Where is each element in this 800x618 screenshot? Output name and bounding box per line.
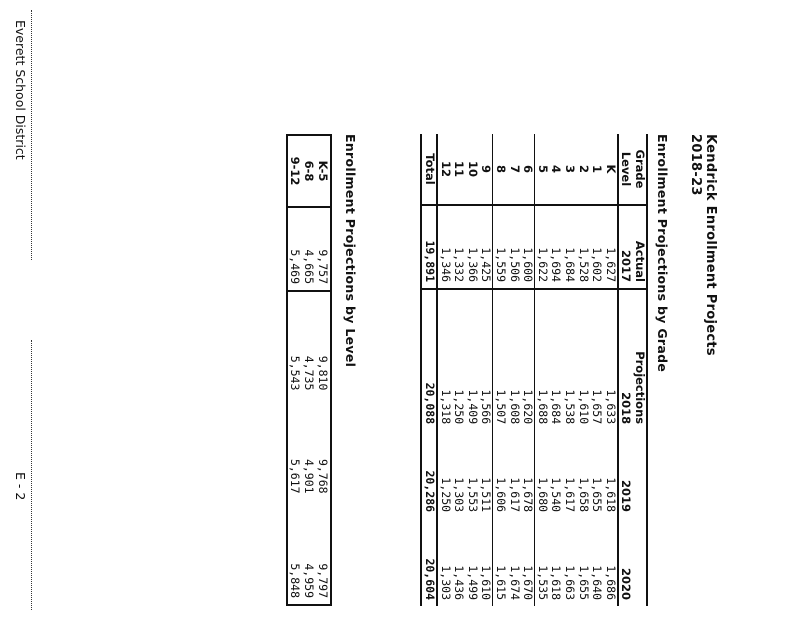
header-2019 xyxy=(618,430,647,518)
projection-2018-cell: 1,608 xyxy=(507,389,522,425)
total-2019-cell: 20,286 xyxy=(422,430,438,518)
projection-2020-cell: 1,655 xyxy=(576,565,591,600)
projection-2018-cell: 1,633 xyxy=(603,389,618,425)
projection-2019-cell: 1,303 xyxy=(452,477,467,513)
projection-2019-cell: 1,658 xyxy=(576,477,591,513)
actual-cell: 1,425 xyxy=(479,205,493,289)
projection-2020-cell: 1,674 xyxy=(507,565,522,600)
projection-2019-cell: 1,606 xyxy=(494,477,509,513)
projection-2019-cell: 1,250 xyxy=(438,477,453,513)
total-actual-cell: 19,891 xyxy=(422,205,438,289)
grade-projection-table xyxy=(421,134,649,606)
document-title: Kendrick Enrollment Projects xyxy=(703,134,718,356)
projection-2020-cell: 1,436 xyxy=(452,565,467,600)
projection-2018-cell: 1,566 xyxy=(479,289,493,430)
projection-2019-cell: 1,540 xyxy=(549,477,564,513)
header-2018 xyxy=(618,289,647,430)
table-row xyxy=(493,134,507,606)
grade-cell: 6 xyxy=(521,134,535,205)
projection-2020-cell: 1,640 xyxy=(590,565,605,600)
table-row xyxy=(287,135,302,605)
table-row xyxy=(535,134,549,606)
projection-2020-cell: 1,535 xyxy=(535,565,550,600)
header-2020 xyxy=(618,518,647,606)
projection-2020-cell: 1,499 xyxy=(465,565,480,600)
level-projection-table xyxy=(286,134,332,606)
actual-cell: 1,346 xyxy=(437,205,452,289)
actual-cell: 9,757 xyxy=(316,207,331,291)
grade-cell: 10 xyxy=(465,134,479,205)
header-year-2020: 2020 xyxy=(619,567,634,600)
header-actual xyxy=(618,205,647,289)
header-grade-line2: Level xyxy=(619,151,634,187)
header-projections-label: Projections xyxy=(633,351,647,425)
grade-cell: 8 xyxy=(493,134,507,205)
document-subtitle: 2018-23 xyxy=(688,134,703,196)
grade-cell: 1 xyxy=(590,134,604,205)
table-row xyxy=(590,134,604,606)
table-row xyxy=(316,135,331,605)
grade-section-title: Enrollment Projections by Grade xyxy=(655,134,670,373)
total-label: Total xyxy=(422,134,438,205)
projection-2020-cell: 1,686 xyxy=(603,565,618,600)
projection-2020-cell: 5,848 xyxy=(288,563,302,598)
projection-2020-cell: 1,610 xyxy=(479,518,493,606)
footer-district-name: Everett School District xyxy=(13,20,28,160)
projection-2019-cell: 1,618 xyxy=(603,477,618,513)
projection-2018-cell: 9,810 xyxy=(316,355,330,391)
projection-2018-cell: 1,610 xyxy=(576,389,591,425)
table-row xyxy=(302,135,316,605)
table-row xyxy=(465,134,479,606)
footer-divider-left xyxy=(31,10,32,260)
table-row xyxy=(437,134,452,606)
footer-divider-right xyxy=(31,340,32,610)
projection-2018-cell: 1,620 xyxy=(521,289,535,430)
document-title-block xyxy=(688,134,718,356)
total-2020-cell: 20,604 xyxy=(422,518,438,606)
projection-2018-cell: 1,688 xyxy=(535,389,550,425)
header-year-2019: 2019 xyxy=(619,480,634,513)
actual-cell: 1,684 xyxy=(562,205,576,289)
header-actual-line2: 2017 xyxy=(619,249,634,282)
projection-2019-cell: 4,901 xyxy=(302,458,316,494)
table-row xyxy=(549,134,563,606)
projection-2020-cell: 9,797 xyxy=(316,563,330,598)
level-section-title: Enrollment Projections by Level xyxy=(343,134,358,368)
footer-page-number: E - 2 xyxy=(13,472,28,501)
projection-2019-cell: 1,680 xyxy=(535,477,550,513)
actual-cell: 1,559 xyxy=(493,205,507,289)
grade-cell: 2 xyxy=(576,134,590,205)
projection-2020-cell: 1,670 xyxy=(521,518,535,606)
table-row xyxy=(521,134,535,606)
grade-cell: 7 xyxy=(507,134,521,205)
total-row xyxy=(422,134,438,606)
projection-2019-cell: 5,617 xyxy=(288,458,302,494)
header-year-2018: 2018 xyxy=(619,392,634,425)
projection-2018-cell: 1,657 xyxy=(590,389,605,425)
projection-2018-cell: 5,543 xyxy=(288,355,302,391)
actual-cell: 1,627 xyxy=(603,205,618,289)
grade-cell: 3 xyxy=(562,134,576,205)
projection-2019-cell: 1,655 xyxy=(590,477,605,513)
actual-cell: 1,506 xyxy=(507,205,521,289)
level-cell: 9-12 xyxy=(287,135,302,207)
projection-2020-cell: 1,303 xyxy=(438,565,453,600)
projection-2020-cell: 1,615 xyxy=(494,565,509,600)
level-cell: 6-8 xyxy=(302,135,316,207)
table-row xyxy=(452,134,466,606)
projection-2019-cell: 1,678 xyxy=(521,430,535,518)
projection-2019-cell: 9,768 xyxy=(316,458,330,494)
projection-2019-cell: 1,511 xyxy=(479,430,493,518)
actual-cell: 1,528 xyxy=(576,205,590,289)
actual-cell: 1,622 xyxy=(535,205,549,289)
projection-2019-cell: 1,553 xyxy=(465,477,480,513)
actual-cell: 1,332 xyxy=(452,205,466,289)
level-cell: K-5 xyxy=(316,135,331,207)
table-row xyxy=(507,134,521,606)
grade-cell: 9 xyxy=(479,134,493,205)
grade-cell: 11 xyxy=(452,134,466,205)
projection-2018-cell: 1,250 xyxy=(452,389,467,425)
table-row xyxy=(562,134,576,606)
actual-cell: 1,602 xyxy=(590,205,604,289)
projection-2019-cell: 1,617 xyxy=(563,477,578,513)
actual-cell: 4,665 xyxy=(302,207,316,291)
total-2018-cell: 20,088 xyxy=(422,289,438,430)
header-grade-line1: Grade xyxy=(633,149,647,189)
grade-cell: 4 xyxy=(549,134,563,205)
projection-2018-cell: 1,507 xyxy=(494,389,509,425)
actual-cell: 1,600 xyxy=(521,205,535,289)
grade-cell: 12 xyxy=(437,134,452,205)
grade-cell: 5 xyxy=(535,134,549,205)
grade-table-header-row xyxy=(618,134,647,606)
header-grade-level xyxy=(618,134,647,205)
projection-2018-cell: 1,684 xyxy=(549,389,564,425)
header-actual-line1: Actual xyxy=(633,240,647,282)
projection-2018-cell: 1,409 xyxy=(465,389,480,425)
grade-cell: K xyxy=(603,134,618,205)
table-row xyxy=(576,134,590,606)
projection-2020-cell: 1,618 xyxy=(549,565,564,600)
grade-table-body xyxy=(422,134,618,606)
projection-2019-cell: 1,617 xyxy=(507,477,522,513)
actual-cell: 1,366 xyxy=(465,205,479,289)
projection-2020-cell: 4,959 xyxy=(302,563,316,598)
table-row xyxy=(479,134,493,606)
actual-cell: 1,694 xyxy=(549,205,563,289)
table-row xyxy=(603,134,618,606)
actual-cell: 5,469 xyxy=(287,207,302,291)
projection-2018-cell: 1,538 xyxy=(563,389,578,425)
projection-2018-cell: 4,735 xyxy=(302,355,316,391)
projection-2018-cell: 1,318 xyxy=(438,389,453,425)
projection-2020-cell: 1,663 xyxy=(563,565,578,600)
